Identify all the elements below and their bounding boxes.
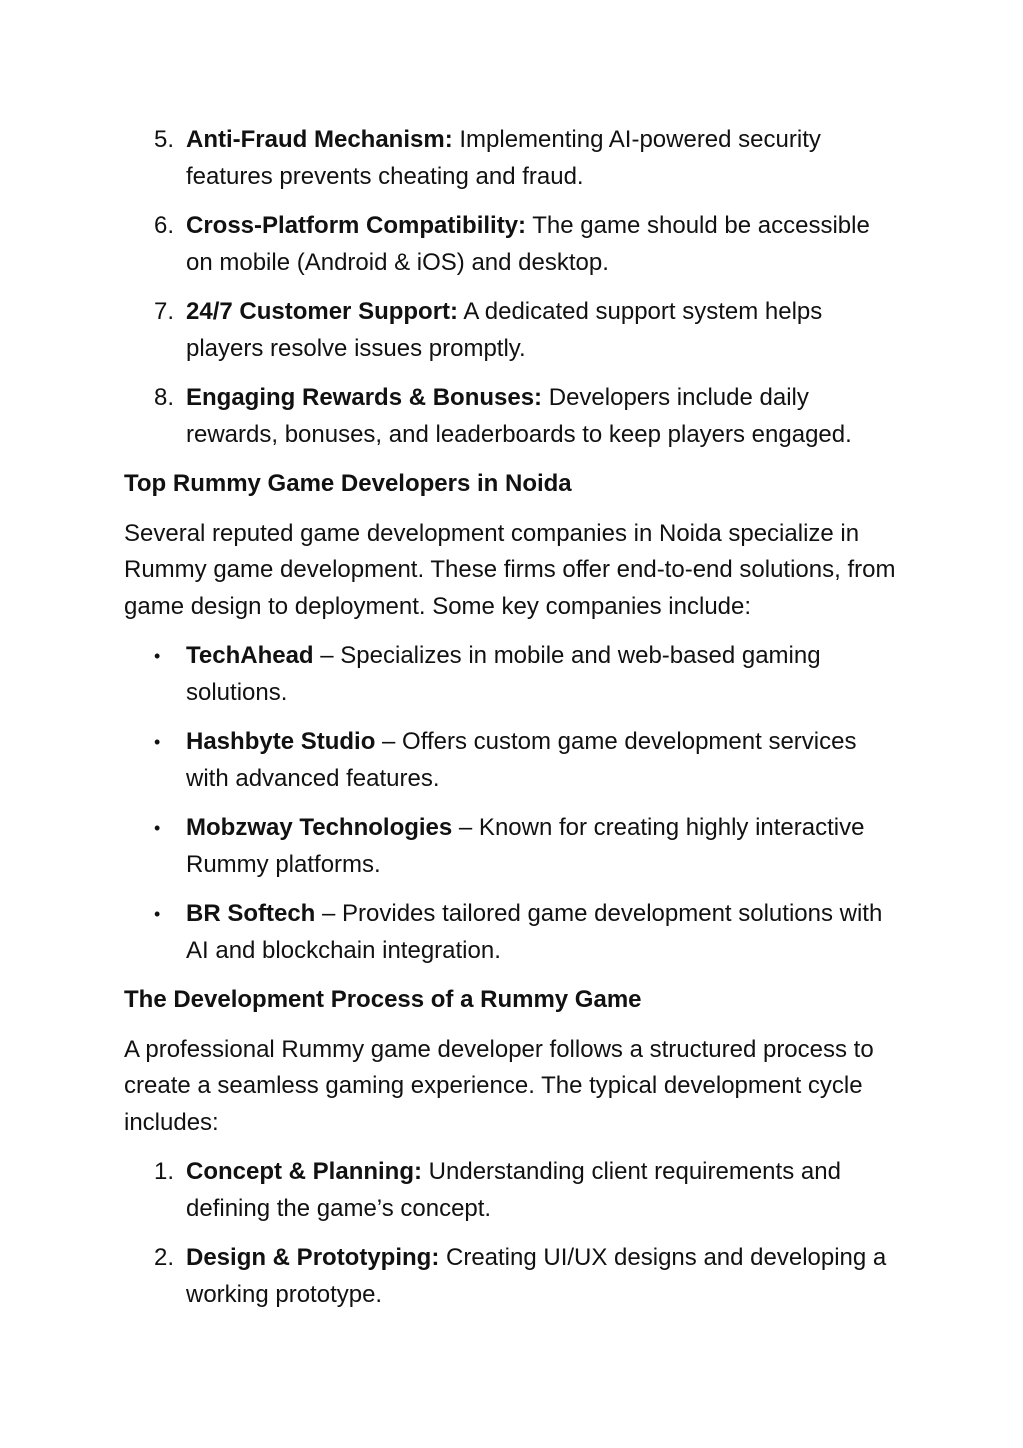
list-number: 6. (154, 212, 175, 239)
item-text: A dedicated support system helps players resolve issues promptly. (186, 298, 823, 362)
top-developers-intro: Several reputed game development companies in Noida specialize in Rummy game development. These firms offer end-to-end solutions, from game design to deployment. Some key companies include: (124, 519, 896, 620)
company-description: – Specializes in mobile and web-based gaming solutions. (186, 642, 821, 706)
item-title: Anti-Fraud Mechanism: (186, 126, 453, 153)
list-item (124, 208, 899, 281)
list-item (124, 724, 899, 797)
step-text: Creating UI/UX designs and developing a working prototype. (186, 1244, 887, 1308)
list-item (124, 810, 899, 883)
document-page (124, 122, 899, 1326)
item-title: Cross-Platform Compatibility: (186, 212, 527, 239)
process-intro: A professional Rummy game developer follows a structured process to create a seamless gaming experience. The typical development cycle includes: (124, 1035, 874, 1136)
bullet-icon: • (154, 646, 161, 666)
features-list (124, 122, 899, 453)
list-item (124, 1240, 899, 1313)
bullet-icon: • (154, 732, 161, 752)
item-title: 24/7 Customer Support: (186, 298, 459, 325)
bullet-icon: • (154, 818, 161, 838)
company-name: TechAhead (186, 642, 314, 669)
company-name: Mobzway Technologies (186, 814, 453, 841)
item-text: Developers include daily rewards, bonuses, and leaderboards to keep players engaged. (186, 384, 852, 448)
list-number: 1. (154, 1158, 175, 1185)
step-text: Understanding client requirements and defining the game’s concept. (186, 1158, 841, 1222)
list-item (124, 638, 899, 711)
step-title: Design & Prototyping: (186, 1244, 440, 1271)
company-name: Hashbyte Studio (186, 728, 376, 755)
list-item (124, 294, 899, 367)
list-item (124, 896, 899, 969)
list-number: 8. (154, 384, 175, 411)
list-item (124, 1154, 899, 1227)
company-description: – Offers custom game development services with advanced features. (186, 728, 857, 792)
list-number: 2. (154, 1244, 175, 1271)
item-text: Implementing AI-powered security features prevents cheating and fraud. (186, 126, 821, 190)
company-name: BR Softech (186, 900, 316, 927)
list-item (124, 122, 899, 195)
step-title: Concept & Planning: (186, 1158, 422, 1185)
list-number: 7. (154, 298, 175, 325)
list-number: 5. (154, 126, 175, 153)
item-text: The game should be accessible on mobile (Android & iOS) and desktop. (186, 212, 870, 276)
section-heading-top-developers: Top Rummy Game Developers in Noida (124, 470, 572, 497)
list-item (124, 380, 899, 453)
companies-list (124, 638, 899, 969)
company-description: – Provides tailored game development solutions with AI and blockchain integration. (186, 900, 883, 964)
bullet-icon: • (154, 904, 161, 924)
section-heading-process: The Development Process of a Rummy Game (124, 986, 642, 1013)
process-steps-list (124, 1154, 899, 1313)
company-description: – Known for creating highly interactive Rummy platforms. (186, 814, 865, 878)
item-title: Engaging Rewards & Bonuses: (186, 384, 543, 411)
